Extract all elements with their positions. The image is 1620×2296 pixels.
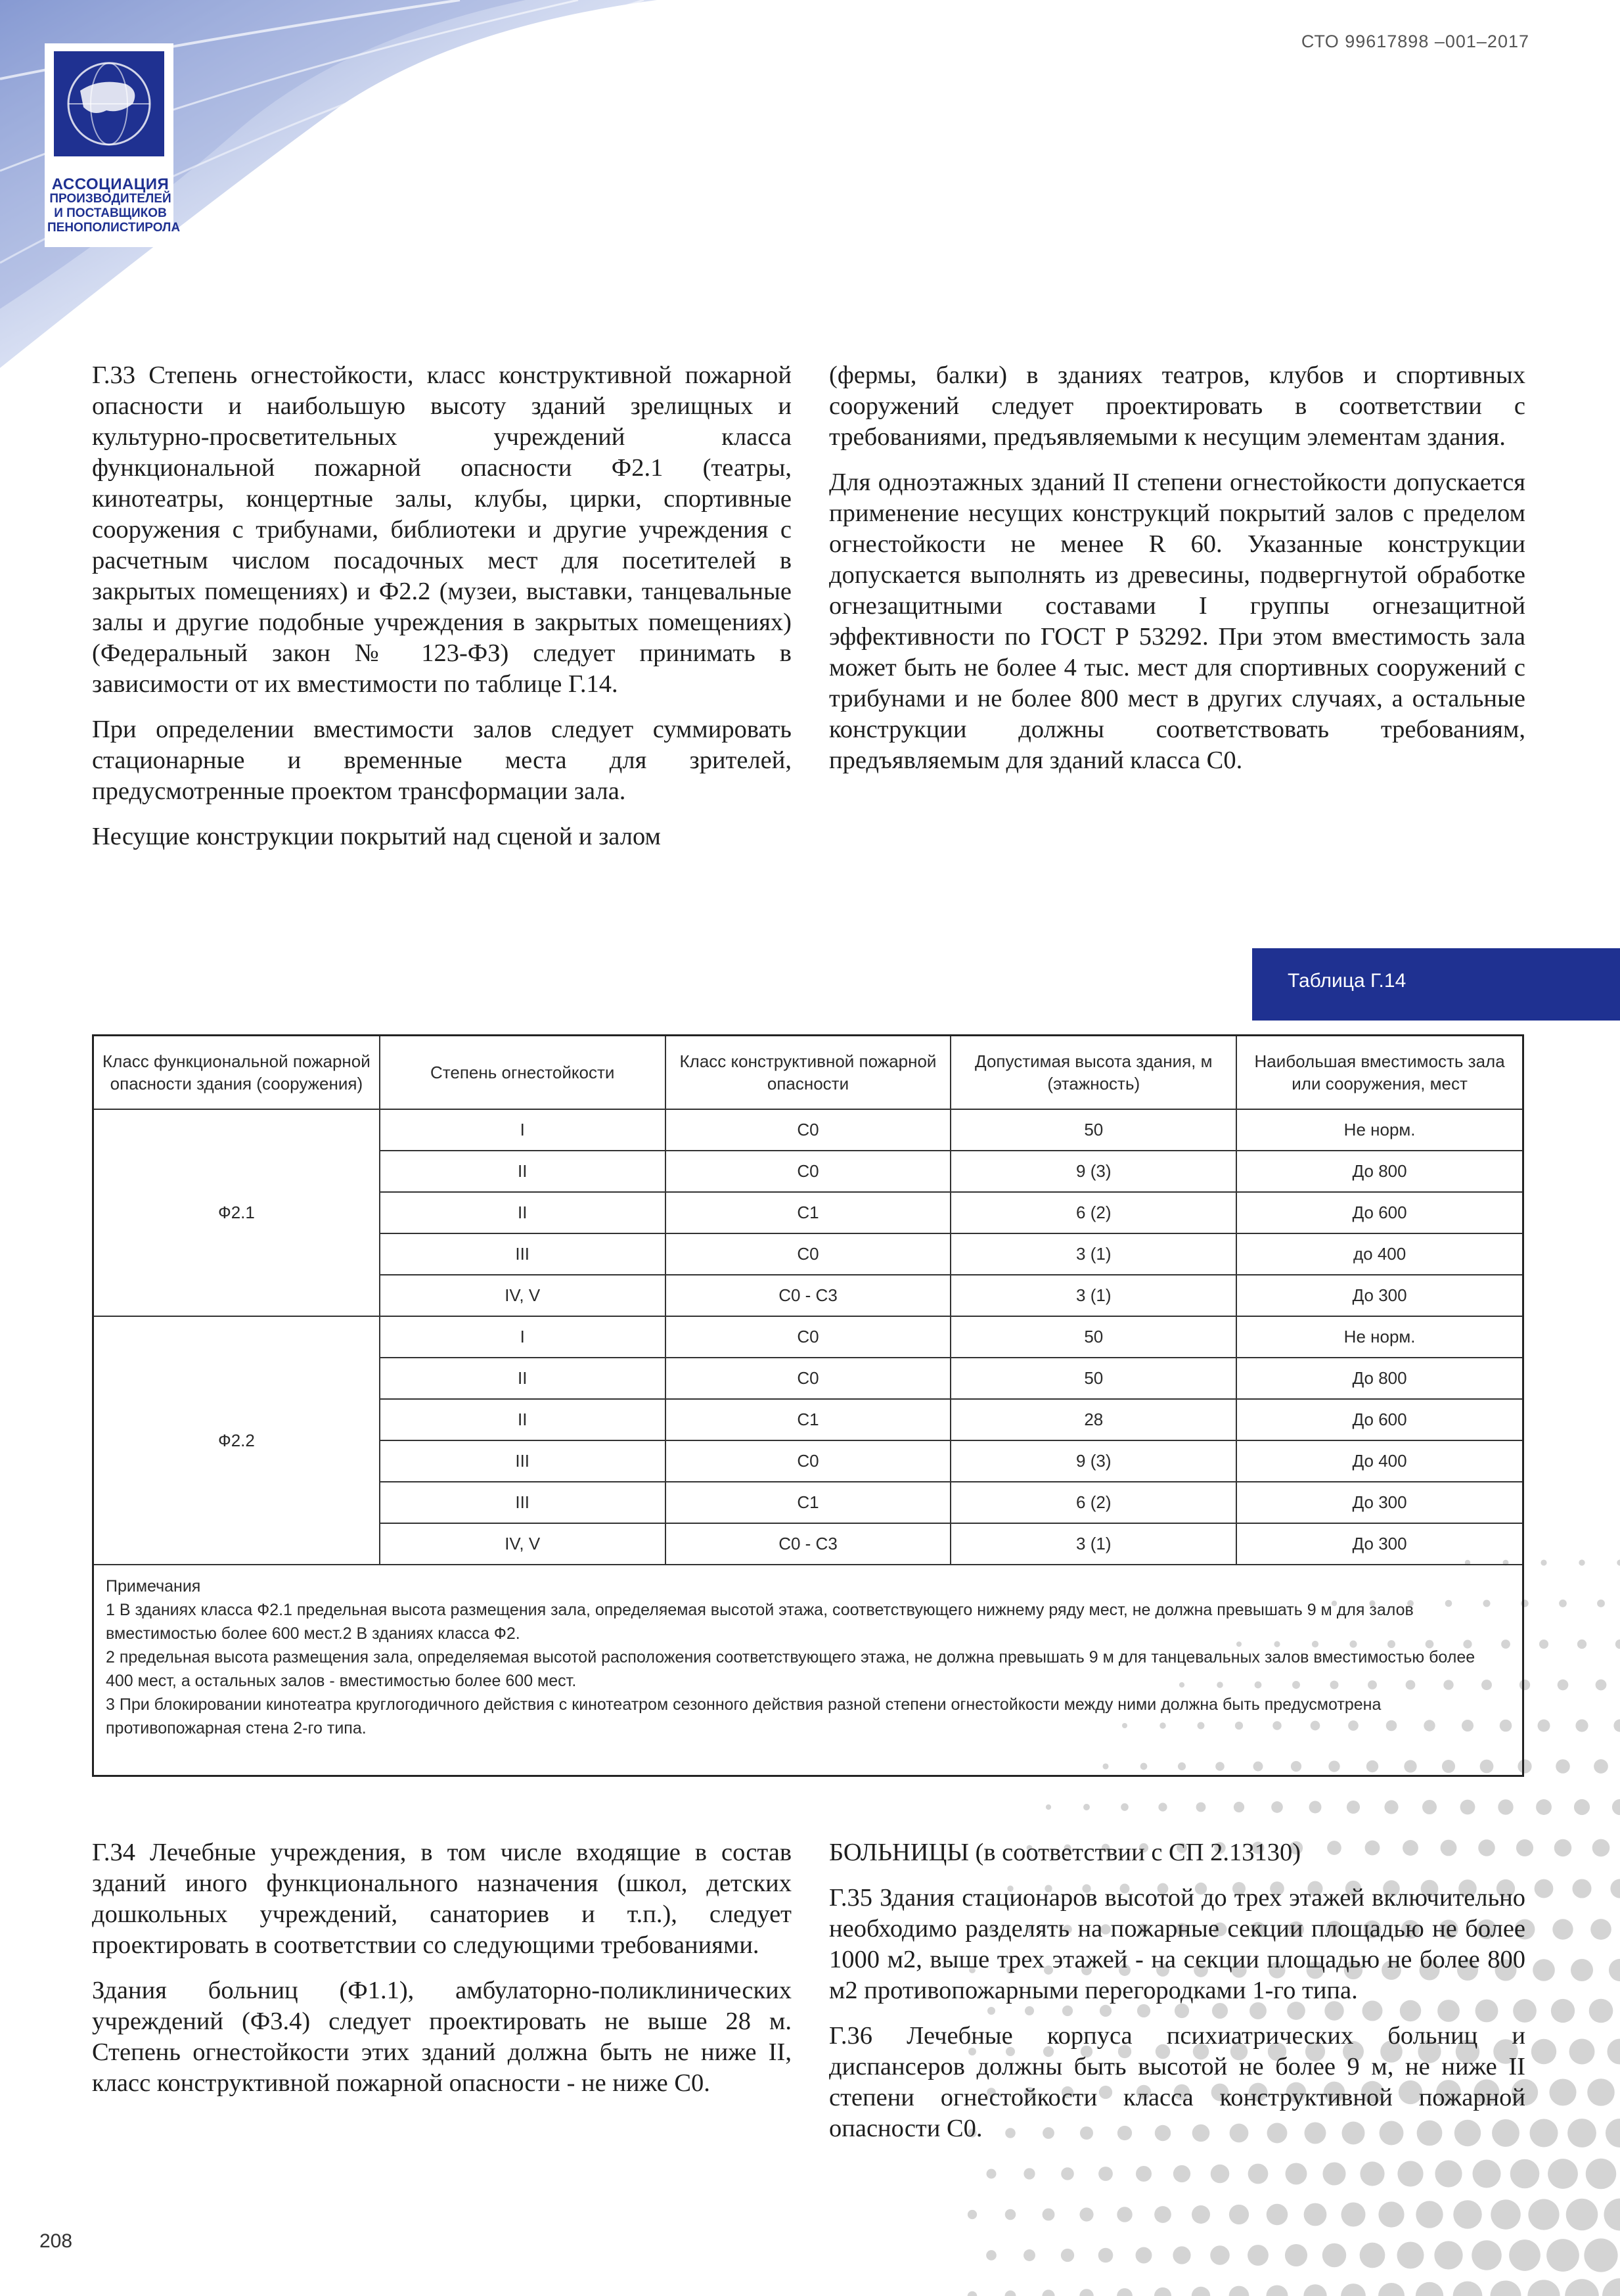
table-cell: До 600 xyxy=(1236,1399,1522,1440)
decorative-dot xyxy=(1005,2291,1016,2296)
decorative-dot xyxy=(968,2291,978,2296)
page-number: 208 xyxy=(39,2230,73,2252)
table-cell: С0 xyxy=(665,1316,951,1358)
decorative-dot xyxy=(1490,2280,1521,2296)
decorative-dot xyxy=(1121,1803,1129,1811)
table-cell: IV, V xyxy=(380,1523,665,1565)
table-cell: До 400 xyxy=(1236,1440,1522,1482)
decorative-dot xyxy=(1546,2239,1579,2272)
table-cell: С1 xyxy=(665,1482,951,1523)
table-cell: Не норм. xyxy=(1236,1316,1522,1358)
decorative-dot xyxy=(1528,2199,1559,2230)
decorative-dot xyxy=(1360,2161,1384,2186)
logo-caption: АССОЦИАЦИЯ ПРОИЗВОДИТЕЛЕЙ И ПОСТАВЩИКОВ ПЕНОПОЛИСТИРОЛА xyxy=(47,175,181,235)
decorative-dot xyxy=(1136,2247,1152,2264)
decorative-dot xyxy=(1158,1802,1167,1811)
decorative-dot xyxy=(1529,2119,1558,2147)
decorative-dot xyxy=(1061,2249,1074,2262)
decorative-dot xyxy=(1434,2241,1462,2269)
decorative-dot xyxy=(1267,2204,1288,2226)
decorative-dot xyxy=(1589,1999,1613,2023)
top-right-column xyxy=(829,360,1525,791)
table-cell: 3 (1) xyxy=(951,1233,1236,1275)
decorative-dot xyxy=(1569,2039,1595,2065)
table-cell: С0 xyxy=(665,1233,951,1275)
decorative-dot xyxy=(1154,2206,1171,2223)
decorative-dot xyxy=(1061,2167,1074,2180)
decorative-dot xyxy=(1192,2205,1210,2224)
decorative-dot xyxy=(1579,1559,1585,1565)
decorative-dot xyxy=(1117,2288,1133,2296)
top-left-column xyxy=(92,360,792,867)
decorative-dot xyxy=(1574,1799,1590,1815)
decorative-dot xyxy=(1229,2205,1249,2224)
note-item: 1 В зданиях класса Ф2.1 предельная высота размещения зала, определяемая высотой этажа, соответствующего нижнему ряду мест, не должна превышать 9 м для залов вместимостью более 600 мест.2 В зданиях класса Ф2. xyxy=(106,1601,1414,1643)
decorative-dot xyxy=(1360,2243,1385,2268)
decorative-dot xyxy=(1043,2209,1055,2221)
table-cell: до 400 xyxy=(1236,1233,1522,1275)
decorative-dot xyxy=(1567,2119,1596,2147)
decorative-dot xyxy=(1271,1801,1283,1813)
decorative-dot xyxy=(1397,2241,1424,2268)
table-cell: 3 (1) xyxy=(951,1275,1236,1316)
table-notes xyxy=(94,1565,1522,1740)
table-label: Таблица Г.14 xyxy=(1252,948,1620,1021)
column-header: Класс функциональной пожарной опасности здания (сооружения) xyxy=(94,1036,380,1109)
decorative-dot xyxy=(986,2250,997,2261)
column-header: Степень огнестойкости xyxy=(380,1036,665,1109)
table-cell: I xyxy=(380,1109,665,1151)
decorative-dot xyxy=(1453,2200,1481,2228)
decorative-dot xyxy=(1613,1719,1620,1732)
decorative-dot xyxy=(1597,1599,1605,1607)
decorative-dot xyxy=(1610,1879,1620,1898)
decorative-dot xyxy=(1024,2249,1035,2261)
table-cell: II xyxy=(380,1399,665,1440)
decorative-dot xyxy=(1472,2240,1502,2270)
decorative-dot xyxy=(1559,1599,1567,1607)
decorative-dot xyxy=(1079,2207,1093,2221)
decorative-dot xyxy=(1552,1919,1573,1939)
table-cell: До 300 xyxy=(1236,1482,1522,1523)
decorative-dot xyxy=(1210,2245,1230,2265)
decorative-dot xyxy=(1422,1800,1437,1814)
decorative-dot xyxy=(1549,2078,1576,2105)
table-cell: С0 - С3 xyxy=(665,1275,951,1316)
decorative-dot xyxy=(1154,2287,1171,2296)
decorative-dot xyxy=(1416,2282,1443,2296)
decorative-dot xyxy=(1083,1804,1090,1810)
table-cell: До 800 xyxy=(1236,1358,1522,1399)
table-cell: 9 (3) xyxy=(951,1151,1236,1192)
decorative-dot xyxy=(1286,2163,1307,2185)
paragraph: Несущие конструкции покрытий над сценой и залом xyxy=(92,823,661,850)
decorative-dot xyxy=(1584,2238,1617,2272)
decorative-dot xyxy=(1435,2160,1462,2187)
decorative-dot xyxy=(1473,2160,1501,2188)
table-cell: С0 xyxy=(665,1151,951,1192)
table-cell: II xyxy=(380,1358,665,1399)
decorative-dot xyxy=(1594,1759,1608,1774)
decorative-dot xyxy=(1539,1640,1548,1649)
table-cell: До 300 xyxy=(1236,1523,1522,1565)
decorative-dot xyxy=(968,2210,977,2219)
note-item: 2 предельная высота размещения зала, определяемая высотой расположения соответствующего этажа, не должна превышать 9 м для танцевальных залов вместимостью более 400 мест, а остальных залов - вместимостью более 600 мест. xyxy=(106,1648,1475,1690)
decorative-dot xyxy=(1615,1640,1620,1649)
table-cell: С0 - С3 xyxy=(665,1523,951,1565)
table-row xyxy=(94,1316,1522,1358)
decorative-dot xyxy=(1211,2165,1230,2184)
decorative-dot xyxy=(1533,1959,1555,1981)
decorative-dot xyxy=(1535,1879,1554,1898)
decorative-dot xyxy=(1416,2201,1443,2228)
decorative-dot xyxy=(1548,2159,1578,2189)
decorative-dot xyxy=(1309,1801,1322,1814)
decorative-dot xyxy=(1347,1801,1360,1814)
decorative-dot xyxy=(1510,2159,1540,2189)
decorative-dot xyxy=(1509,2239,1541,2271)
table-row xyxy=(94,1109,1522,1151)
decorative-dot xyxy=(1341,2202,1365,2226)
decorative-dot xyxy=(1607,2038,1620,2064)
decorative-dot xyxy=(1005,2209,1016,2220)
table-cell: III xyxy=(380,1482,665,1523)
decorative-dot xyxy=(1592,1839,1610,1857)
decorative-dot xyxy=(1558,1680,1569,1691)
decorative-dot xyxy=(1541,1559,1546,1565)
decorative-dot xyxy=(1575,1719,1588,1732)
decorative-dot xyxy=(1196,1802,1206,1812)
decorative-dot xyxy=(1173,2246,1190,2264)
decorative-dot xyxy=(1285,2244,1307,2266)
decorative-dot xyxy=(1341,2284,1366,2296)
decorative-dot xyxy=(1609,1959,1620,1981)
decorative-dot xyxy=(1378,2283,1405,2296)
paragraph: Здания больниц (Ф1.1), амбулаторно-поликлинических учреждений (Ф3.4) следует проектировать не выше 28 м. Степень огнестойкости этих зданий должна быть не ниже II, класс конструктивной пожарной опасности - не ниже С0. xyxy=(92,1977,792,2097)
decorative-dot xyxy=(1551,1999,1575,2023)
paragraph: Г.35 Здания стационаров высотой до трех этажей включительно необходимо разделять на пожарные секции площадью не более 1000 м2, выше трех этажей - на секции площадью не более 800 м2 противопожарными перегородками 1-го типа. xyxy=(829,1884,1525,2004)
table-cell: С0 xyxy=(665,1109,951,1151)
notes-title: Примечания xyxy=(106,1577,201,1596)
decorative-dot xyxy=(1531,2039,1556,2064)
paragraph: Для одноэтажных зданий II степени огнестойкости допускается применение несущих конструкций покрытий залов с пределом огнестойкости не менее R 60. Указанные конструкции допускается выполнять из древесины, подвергнутой обработке огнезащитными составами I группы огнезащитной эффективности по ГОСТ Р 53292. При этом вместимость зала может быть не более 4 тыс. мест для спортивных сооружений с трибунами и не более 800 мест в других случаях, а остальные конструкции должны соответствовать требованиям, предъявляемым для зданий класса С0. xyxy=(829,469,1525,774)
table-cell: 50 xyxy=(951,1316,1236,1358)
decorative-dot xyxy=(1453,2282,1483,2296)
table-header-row xyxy=(94,1036,1522,1109)
fire-resistance-table xyxy=(92,1034,1524,1777)
table-cell: С0 xyxy=(665,1440,951,1482)
bottom-right-column xyxy=(829,1837,1525,2159)
decorative-dot xyxy=(1098,2167,1113,2181)
class-cell: Ф2.1 xyxy=(94,1109,380,1316)
table-cell: Не норм. xyxy=(1236,1109,1522,1151)
column-header: Класс конструктивной пожарной опасности xyxy=(665,1036,951,1109)
decorative-dot xyxy=(1384,1800,1398,1814)
table-cell: 3 (1) xyxy=(951,1523,1236,1565)
decorative-dot xyxy=(1234,1802,1244,1812)
table-cell: III xyxy=(380,1233,665,1275)
decorative-dot xyxy=(1491,2199,1520,2229)
decorative-dot xyxy=(1565,2279,1599,2296)
column-header: Допустимая высота здания, м (этажность) xyxy=(951,1036,1236,1109)
decorative-dot xyxy=(1378,2201,1404,2227)
table-cell: До 600 xyxy=(1236,1192,1522,1233)
decorative-dot xyxy=(1587,2078,1615,2106)
section-heading: БОЛЬНИЦЫ (в соответствии с СП 2.13130) xyxy=(829,1839,1301,1866)
decorative-dot xyxy=(1606,2119,1620,2147)
decorative-dot xyxy=(1617,1559,1620,1565)
decorative-dot xyxy=(1554,1839,1571,1856)
note-item: 3 При блокировании кинотеатра круглогодичного действия с кинотеатром сезонного действия разной степени огнестойкости между ними должна быть предусмотрена противопожарная стена 2-го типа. xyxy=(106,1695,1382,1737)
decorative-dot xyxy=(1498,1799,1513,1814)
paragraph: Г.33 Степень огнестойкости, класс конструктивной пожарной опасности и наибольшую высоту зданий зрелищных и культурно-просветительных учреждений класса функциональной пожарной опасности Ф2.1 (театры, кинотеатры, концертные залы, клубы, цирки, спортивные сооружения с трибунами, библиотеки и другие учреждения с расчетным числом посадочных мест для посетителей в закрытых помещениях) и Ф2.2 (музеи, выставки, танцевальные залы и другие подобные учреждения в закрытых помещениях) (Федеральный закон № 123-ФЗ) следует принимать в зависимости от их вместимости по таблице Г.14. xyxy=(92,361,792,698)
decorative-dot xyxy=(1571,1959,1593,1981)
paragraph: При определении вместимости залов следует суммировать стационарные и временные места для зрителей, предусмотренные проектом трансформации зала. xyxy=(92,716,792,805)
decorative-dot xyxy=(1098,2248,1114,2263)
table-cell: С1 xyxy=(665,1192,951,1233)
table-cell: 28 xyxy=(951,1399,1236,1440)
table-cell: С0 xyxy=(665,1358,951,1399)
table-cell: 6 (2) xyxy=(951,1192,1236,1233)
table-cell: 50 xyxy=(951,1109,1236,1151)
decorative-dot xyxy=(1586,2159,1616,2189)
table-cell: III xyxy=(380,1440,665,1482)
decorative-dot xyxy=(1304,2203,1327,2226)
table-cell: До 300 xyxy=(1236,1275,1522,1316)
decorative-dot xyxy=(1079,2289,1094,2296)
table-cell: 6 (2) xyxy=(951,1482,1236,1523)
table-cell: II xyxy=(380,1151,665,1192)
decorative-dot xyxy=(1248,2164,1269,2184)
bottom-left-column xyxy=(92,1837,792,2113)
decorative-dot xyxy=(1042,2289,1054,2296)
document-code: СТО 99617898 –001–2017 xyxy=(1301,32,1529,51)
decorative-dot xyxy=(1229,2286,1249,2296)
decorative-dot xyxy=(1572,1879,1591,1898)
decorative-dot xyxy=(986,2169,996,2178)
decorative-dot xyxy=(1248,2245,1269,2266)
decorative-dot xyxy=(1602,2278,1620,2296)
class-cell: Ф2.2 xyxy=(94,1316,380,1565)
table-cell: IV, V xyxy=(380,1275,665,1316)
table-cell: 9 (3) xyxy=(951,1440,1236,1482)
decorative-dot xyxy=(1590,1919,1611,1940)
decorative-dot xyxy=(1577,1640,1586,1649)
paragraph: (фермы, балки) в зданиях театров, клубов и спортивных сооружений следует проектировать в соответствии с требованиями, предъявляемыми к несущим элементам здания. xyxy=(829,361,1525,451)
decorative-dot xyxy=(1460,1800,1475,1815)
table-cell: II xyxy=(380,1192,665,1233)
globe-icon xyxy=(54,51,164,156)
decorative-dot xyxy=(1266,2285,1288,2296)
decorative-dot xyxy=(1322,2162,1345,2185)
decorative-dot xyxy=(1612,1799,1620,1815)
table-cell: 50 xyxy=(951,1358,1236,1399)
table-cell: С1 xyxy=(665,1399,951,1440)
decorative-dot xyxy=(1527,2280,1560,2296)
paragraph: Г.36 Лечебные корпуса психиатрических больниц и диспансеров должны быть высотой не более 9 м, не ниже II степени огнестойкости класса конструктивной пожарной опасности С0. xyxy=(829,2022,1525,2142)
decorative-dot xyxy=(1322,2243,1346,2267)
table-cell: I xyxy=(380,1316,665,1358)
table-cell: До 800 xyxy=(1236,1151,1522,1192)
association-logo xyxy=(45,43,181,247)
decorative-dot xyxy=(1604,2198,1620,2230)
decorative-dot xyxy=(1046,1804,1051,1810)
decorative-dot xyxy=(1536,1799,1552,1815)
column-header: Наибольшая вместимость зала или сооружения, мест xyxy=(1236,1036,1522,1109)
decorative-dot xyxy=(1397,2161,1423,2186)
decorative-dot xyxy=(1117,2207,1132,2222)
decorative-dot xyxy=(1173,2165,1190,2182)
decorative-dot xyxy=(1136,2166,1152,2182)
decorative-dot xyxy=(1596,1680,1607,1691)
decorative-dot xyxy=(1556,1759,1570,1774)
decorative-dot xyxy=(1024,2168,1035,2179)
paragraph: Г.34 Лечебные учреждения, в том числе входящие в состав зданий иного функционального назначения (школ, детских дошкольных учреждений, санаториев и т.п.), следует проектировать в соответствии со следующими требованиями. xyxy=(92,1839,792,1959)
decorative-dot xyxy=(1538,1720,1550,1732)
decorative-dot xyxy=(1303,2284,1326,2296)
decorative-dot xyxy=(1192,2287,1210,2296)
decorative-dot xyxy=(1566,2199,1598,2231)
